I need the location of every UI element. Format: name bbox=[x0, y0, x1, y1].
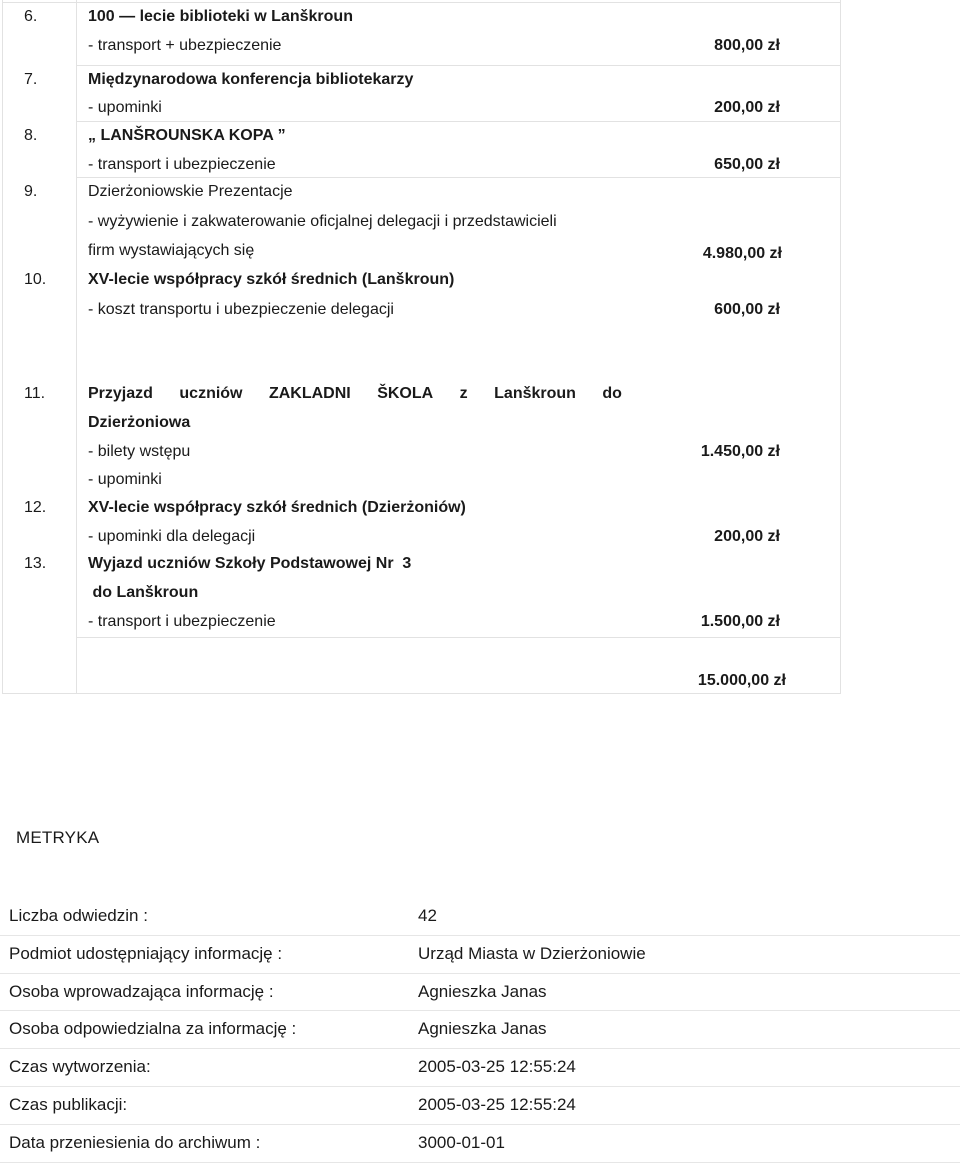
metadata-row bbox=[0, 936, 960, 974]
item-number: 11. bbox=[24, 385, 46, 402]
metadata-value: 42 bbox=[418, 906, 437, 925]
title-word: ZAKLADNI bbox=[268, 385, 351, 402]
metadata-label: Osoba wprowadzająca informację : bbox=[9, 981, 274, 1001]
item-title: Dzierżoniowskie Prezentacje bbox=[88, 183, 293, 200]
metadata-value: 2005-03-25 12:55:24 bbox=[418, 1094, 576, 1114]
item-amount: 4.980,00 zł bbox=[702, 245, 782, 262]
item-detail: - bilety wstępu bbox=[88, 443, 191, 460]
total-amount: 15.000,00 zł bbox=[697, 672, 786, 689]
item-title: XV-lecie współpracy szkół średnich (Dzierżoniów) bbox=[88, 499, 466, 516]
metadata-label: Liczba odwiedzin : bbox=[9, 906, 148, 925]
table-border-left bbox=[2, 0, 3, 694]
item-title-continued: do Lanškroun bbox=[88, 584, 199, 601]
metadata-row bbox=[0, 1125, 960, 1163]
metadata-label: Czas publikacji: bbox=[9, 1094, 128, 1114]
item-title: Wyjazd uczniów Szkoły Podstawowej Nr 3 bbox=[88, 555, 412, 572]
metadata-label: Osoba odpowiedzialna za informację : bbox=[9, 1019, 297, 1039]
title-word: Lanškroun bbox=[494, 385, 576, 402]
item-detail: - koszt transportu i ubezpieczenie delegacji bbox=[88, 301, 394, 318]
item-number: 10. bbox=[24, 271, 47, 288]
metadata-heading: METRYKA bbox=[16, 828, 100, 847]
item-detail: - upominki bbox=[88, 471, 162, 488]
item-number: 7. bbox=[24, 71, 38, 88]
table-border-right bbox=[840, 0, 841, 694]
item-amount: 600,00 zł bbox=[714, 301, 780, 318]
title-word: ŠKOLA bbox=[377, 385, 434, 402]
title-word: z bbox=[459, 385, 468, 402]
metadata-label: Data przeniesienia do archiwum : bbox=[9, 1132, 261, 1152]
item-detail: - transport + ubezpieczenie bbox=[88, 37, 282, 54]
metadata-label: Czas wytworzenia: bbox=[9, 1057, 151, 1077]
title-word: Przyjazd bbox=[88, 385, 153, 402]
item-title: Międzynarodowa konferencja bibliotekarzy bbox=[88, 71, 414, 88]
metadata-row bbox=[0, 974, 960, 1012]
item-amount: 1.500,00 zł bbox=[700, 613, 780, 630]
item-number: 13. bbox=[24, 555, 47, 572]
item-title bbox=[88, 380, 622, 408]
item-number: 8. bbox=[24, 127, 38, 144]
item-detail: - transport i ubezpieczenie bbox=[88, 613, 276, 630]
title-word: do bbox=[602, 385, 622, 402]
item-detail: - upominki dla delegacji bbox=[88, 528, 256, 545]
item-detail: - upominki bbox=[88, 99, 162, 116]
item-title: 100 — lecie biblioteki w Lanškroun bbox=[88, 8, 353, 25]
item-amount: 650,00 zł bbox=[714, 156, 780, 173]
row-divider bbox=[76, 637, 840, 638]
table-border-col bbox=[76, 0, 77, 694]
item-detail: - wyżywienie i zakwaterowanie oficjalnej delegacji i przedstawicieli bbox=[88, 213, 557, 230]
metadata-value: Agnieszka Janas bbox=[418, 1019, 547, 1039]
item-number: 9. bbox=[24, 183, 38, 200]
item-number: 6. bbox=[24, 8, 38, 25]
item-title-continued: Dzierżoniowa bbox=[88, 414, 191, 431]
title-word: uczniów bbox=[179, 385, 243, 402]
item-detail: - transport i ubezpieczenie bbox=[88, 156, 276, 173]
item-detail: firm wystawiających się bbox=[88, 242, 255, 259]
metadata-value: 2005-03-25 12:55:24 bbox=[418, 1057, 576, 1077]
metadata-row bbox=[0, 1011, 960, 1049]
item-amount: 200,00 zł bbox=[714, 528, 780, 545]
item-amount: 800,00 zł bbox=[714, 37, 780, 54]
metadata-row bbox=[0, 898, 960, 936]
item-amount: 200,00 zł bbox=[714, 99, 780, 116]
metadata-table bbox=[0, 898, 960, 1163]
metadata-label: Podmiot udostępniający informację : bbox=[9, 943, 283, 963]
metadata-value: 3000-01-01 bbox=[418, 1132, 505, 1152]
item-title: „ LANŠROUNSKA KOPA ” bbox=[88, 127, 286, 144]
item-amount: 1.450,00 zł bbox=[700, 443, 780, 460]
metadata-row bbox=[0, 1049, 960, 1087]
metadata-row bbox=[0, 1087, 960, 1125]
metadata-value: Urząd Miasta w Dzierżoniowie bbox=[418, 943, 646, 963]
item-title: XV-lecie współpracy szkół średnich (Lanškroun) bbox=[88, 271, 455, 288]
metadata-value: Agnieszka Janas bbox=[418, 981, 547, 1001]
item-number: 12. bbox=[24, 499, 47, 516]
